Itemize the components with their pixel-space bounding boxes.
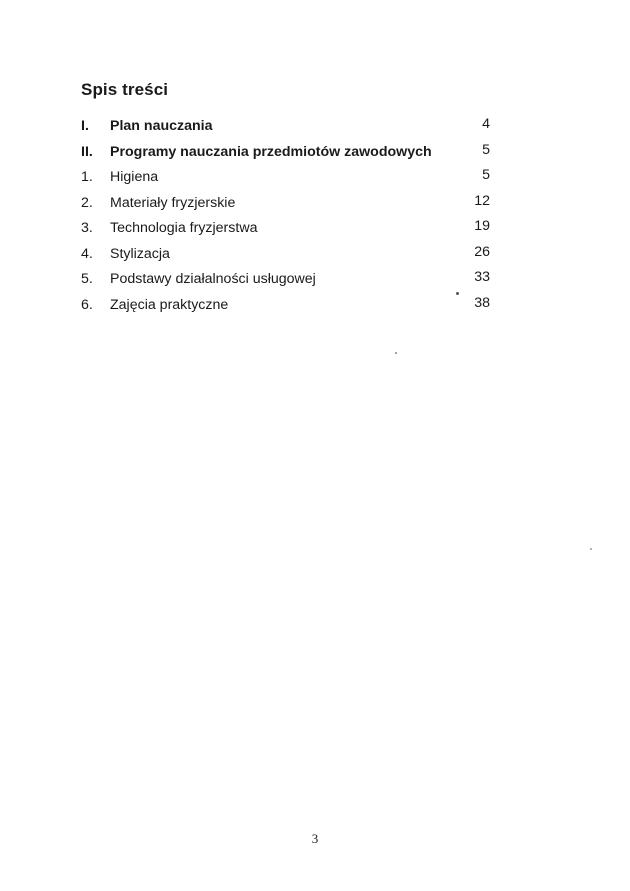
toc-entry-page: 12	[474, 192, 490, 209]
toc-entry-number: 6.	[81, 296, 93, 313]
toc-entry-page: 33	[474, 269, 490, 285]
toc-entry-label: Podstawy działalności usługowej	[110, 271, 316, 287]
toc-title: Spis treści	[81, 80, 169, 99]
toc-entry-page: 38	[474, 294, 490, 311]
toc-entry-page: 26	[474, 243, 490, 260]
toc-entry-number: 3.	[81, 220, 93, 236]
toc-entry	[81, 216, 496, 242]
toc-entry-label: Technologia fryzjerstwa	[110, 220, 258, 236]
toc-entry-page: 5	[482, 167, 490, 183]
toc-entry-number: 1.	[81, 169, 93, 185]
scan-speck	[590, 548, 592, 550]
table-of-contents	[81, 114, 496, 318]
toc-entry-label: Stylizacja	[110, 245, 170, 262]
scan-speck	[456, 292, 459, 295]
toc-entry-label: Programy nauczania przedmiotów zawodowych	[110, 143, 432, 160]
toc-entry-page: 4	[482, 116, 490, 132]
toc-entry-number: 4.	[81, 245, 93, 262]
toc-entry	[81, 293, 496, 319]
toc-entry	[81, 242, 496, 268]
toc-entry-label: Zajęcia praktyczne	[110, 296, 229, 313]
scan-speck	[395, 352, 397, 354]
toc-entry	[81, 165, 496, 191]
toc-entry-number: 2.	[81, 194, 93, 211]
toc-entry-number: I.	[81, 118, 89, 134]
toc-entry-page: 19	[474, 218, 490, 234]
toc-entry-label: Higiena	[110, 169, 159, 185]
toc-entry-number: 5.	[81, 271, 93, 287]
toc-entry	[81, 114, 496, 140]
toc-entry	[81, 191, 496, 217]
toc-entry	[81, 267, 496, 293]
toc-entry	[81, 140, 496, 166]
toc-entry-number: II.	[81, 143, 93, 160]
toc-entry-page: 5	[482, 141, 490, 158]
toc-entry-label: Materiały fryzjerskie	[110, 194, 236, 211]
page-number: 3	[311, 831, 319, 846]
toc-entry-label: Plan nauczania	[110, 118, 213, 134]
